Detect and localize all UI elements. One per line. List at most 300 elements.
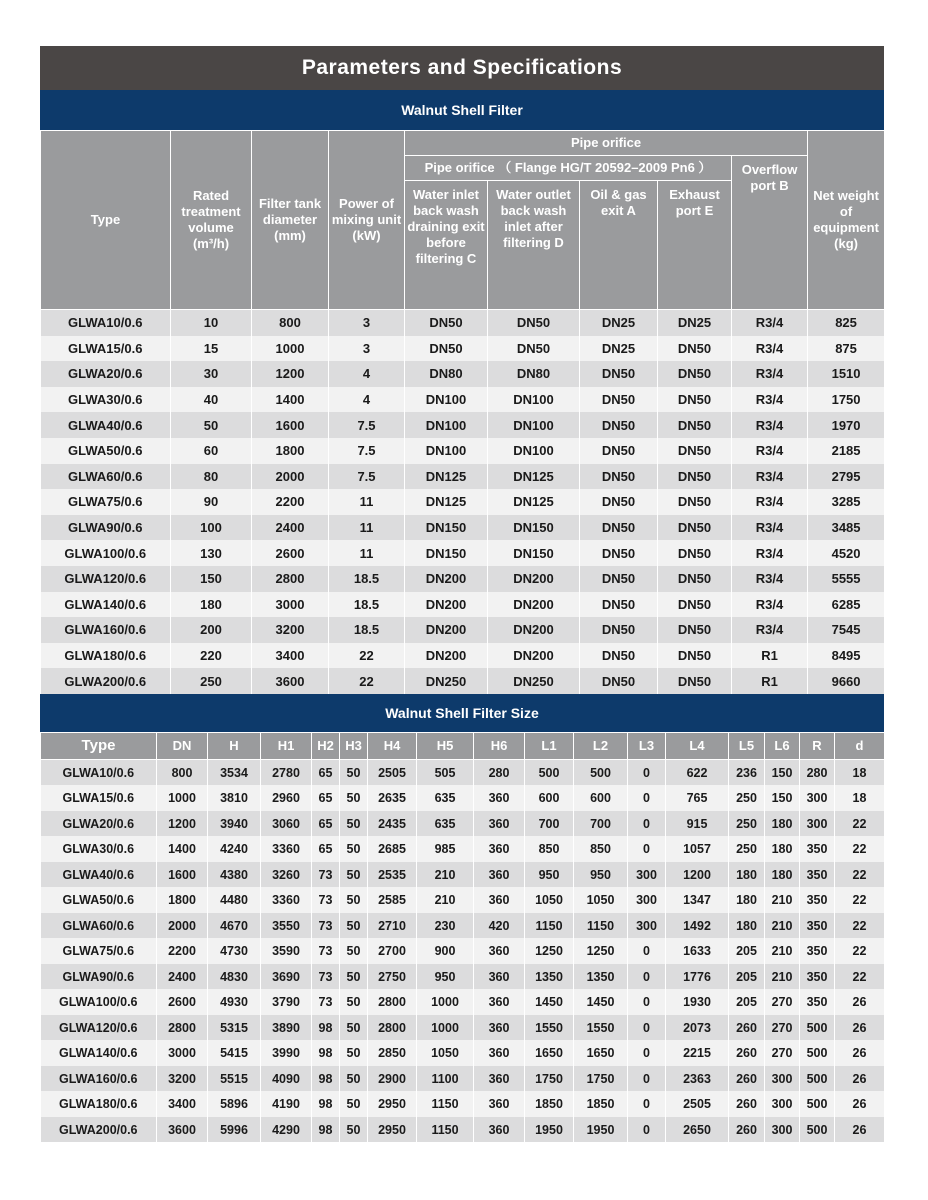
params-value-cell: 2795	[808, 464, 885, 490]
size-value-cell: 4670	[208, 913, 261, 939]
size-value-cell: 205	[729, 938, 765, 964]
params-value-cell: DN125	[488, 489, 580, 515]
params-value-cell: DN50	[580, 592, 658, 618]
size-value-cell: 360	[474, 1066, 525, 1092]
size-value-cell: 360	[474, 1040, 525, 1066]
size-value-cell: 2750	[368, 964, 417, 990]
size-value-cell: 180	[765, 862, 800, 888]
size-row	[41, 811, 885, 837]
size-value-cell: 350	[800, 862, 835, 888]
size-row	[41, 785, 885, 811]
size-value-cell: 360	[474, 938, 525, 964]
size-value-cell: 26	[835, 1066, 885, 1092]
size-model-cell: GLWA120/0.6	[41, 1015, 157, 1041]
size-value-cell: 1250	[525, 938, 574, 964]
size-value-cell: 2950	[368, 1091, 417, 1117]
col-header-pipe-flange: Pipe orifice （ Flange HG/T 20592–2009 Pn6 ）	[405, 156, 732, 181]
size-row	[41, 836, 885, 862]
col-header-exhaust-port: Exhaust port E	[658, 181, 732, 310]
size-value-cell: 1850	[574, 1091, 628, 1117]
size-value-cell: 73	[312, 964, 340, 990]
params-value-cell: 2000	[252, 464, 329, 490]
params-value-cell: 180	[171, 592, 252, 618]
size-value-cell: 250	[729, 785, 765, 811]
size-value-cell: 4090	[261, 1066, 312, 1092]
params-value-cell: DN125	[488, 464, 580, 490]
size-value-cell: 26	[835, 1015, 885, 1041]
params-value-cell: DN50	[580, 540, 658, 566]
params-value-cell: DN50	[580, 643, 658, 669]
size-value-cell: 150	[765, 785, 800, 811]
size-model-cell: GLWA10/0.6	[41, 759, 157, 785]
size-value-cell: 2000	[157, 913, 208, 939]
size-value-cell: 0	[628, 811, 666, 837]
size-value-cell: 18	[835, 785, 885, 811]
params-value-cell: R3/4	[732, 489, 808, 515]
params-row	[41, 540, 885, 566]
params-value-cell: 825	[808, 310, 885, 336]
params-model-cell: GLWA140/0.6	[41, 592, 171, 618]
params-value-cell: DN200	[488, 592, 580, 618]
size-value-cell: 4380	[208, 862, 261, 888]
size-value-cell: 3400	[157, 1091, 208, 1117]
size-value-cell: 300	[800, 811, 835, 837]
size-value-cell: 420	[474, 913, 525, 939]
params-row	[41, 617, 885, 643]
col-header-net-weight: Net weight of equipment (kg)	[808, 131, 885, 310]
params-value-cell: 11	[329, 540, 405, 566]
params-value-cell: 1970	[808, 412, 885, 438]
size-value-cell: 360	[474, 1117, 525, 1143]
size-value-cell: 2850	[368, 1040, 417, 1066]
params-value-cell: DN200	[405, 617, 488, 643]
size-model-cell: GLWA30/0.6	[41, 836, 157, 862]
size-value-cell: 3940	[208, 811, 261, 837]
params-row	[41, 643, 885, 669]
params-row	[41, 438, 885, 464]
size-value-cell: 1950	[574, 1117, 628, 1143]
size-value-cell: 22	[835, 913, 885, 939]
size-value-cell: 360	[474, 887, 525, 913]
params-value-cell: DN50	[658, 540, 732, 566]
params-value-cell: 3	[329, 310, 405, 336]
params-value-cell: DN50	[658, 464, 732, 490]
params-value-cell: 2200	[252, 489, 329, 515]
params-model-cell: GLWA180/0.6	[41, 643, 171, 669]
params-model-cell: GLWA30/0.6	[41, 387, 171, 413]
size-value-cell: 1850	[525, 1091, 574, 1117]
col-header-oil-gas-exit: Oil & gas exit A	[580, 181, 658, 310]
size-value-cell: 2200	[157, 938, 208, 964]
size-value-cell: 300	[765, 1066, 800, 1092]
size-value-cell: 350	[800, 938, 835, 964]
size-value-cell: 2505	[666, 1091, 729, 1117]
params-value-cell: DN50	[405, 336, 488, 362]
params-value-cell: DN150	[405, 540, 488, 566]
size-value-cell: 4730	[208, 938, 261, 964]
params-value-cell: R3/4	[732, 387, 808, 413]
size-value-cell: 350	[800, 989, 835, 1015]
params-value-cell: 7545	[808, 617, 885, 643]
params-row	[41, 592, 885, 618]
params-value-cell: DN50	[658, 412, 732, 438]
size-value-cell: 26	[835, 1040, 885, 1066]
size-value-cell: 4190	[261, 1091, 312, 1117]
size-value-cell: 2073	[666, 1015, 729, 1041]
params-value-cell: R1	[732, 643, 808, 669]
params-value-cell: 3600	[252, 668, 329, 694]
params-value-cell: R3/4	[732, 540, 808, 566]
params-row	[41, 489, 885, 515]
params-model-cell: GLWA15/0.6	[41, 336, 171, 362]
size-value-cell: 3550	[261, 913, 312, 939]
params-value-cell: 80	[171, 464, 252, 490]
size-value-cell: 2363	[666, 1066, 729, 1092]
params-value-cell: DN50	[658, 489, 732, 515]
size-value-cell: 260	[729, 1091, 765, 1117]
size-value-cell: 73	[312, 989, 340, 1015]
size-value-cell: 22	[835, 836, 885, 862]
size-value-cell: 4290	[261, 1117, 312, 1143]
section-title-filter: Walnut Shell Filter	[40, 90, 884, 130]
params-value-cell: 22	[329, 668, 405, 694]
size-value-cell: 26	[835, 1091, 885, 1117]
size-value-cell: 236	[729, 759, 765, 785]
params-value-cell: 1800	[252, 438, 329, 464]
params-value-cell: DN100	[405, 387, 488, 413]
size-value-cell: 1200	[157, 811, 208, 837]
params-value-cell: 60	[171, 438, 252, 464]
params-row	[41, 412, 885, 438]
params-value-cell: 30	[171, 361, 252, 387]
size-value-cell: 5415	[208, 1040, 261, 1066]
size-col-header-l1: L1	[525, 732, 574, 759]
params-value-cell: 800	[252, 310, 329, 336]
params-value-cell: DN50	[580, 361, 658, 387]
params-row	[41, 361, 885, 387]
params-value-cell: DN100	[405, 412, 488, 438]
size-value-cell: 350	[800, 964, 835, 990]
params-value-cell: 250	[171, 668, 252, 694]
params-value-cell: 130	[171, 540, 252, 566]
size-value-cell: 98	[312, 1040, 340, 1066]
size-value-cell: 360	[474, 862, 525, 888]
size-value-cell: 22	[835, 887, 885, 913]
params-value-cell: 1000	[252, 336, 329, 362]
size-value-cell: 180	[729, 887, 765, 913]
size-value-cell: 3060	[261, 811, 312, 837]
size-value-cell: 360	[474, 964, 525, 990]
size-value-cell: 180	[729, 913, 765, 939]
size-value-cell: 3360	[261, 836, 312, 862]
params-value-cell: R3/4	[732, 310, 808, 336]
params-value-cell: DN50	[580, 489, 658, 515]
size-value-cell: 1050	[525, 887, 574, 913]
size-row	[41, 913, 885, 939]
params-value-cell: 9660	[808, 668, 885, 694]
params-value-cell: 2400	[252, 515, 329, 541]
size-value-cell: 2400	[157, 964, 208, 990]
size-value-cell: 350	[800, 887, 835, 913]
size-value-cell: 0	[628, 1117, 666, 1143]
params-model-cell: GLWA40/0.6	[41, 412, 171, 438]
size-col-header-h6: H6	[474, 732, 525, 759]
params-value-cell: 18.5	[329, 566, 405, 592]
size-value-cell: 50	[340, 913, 368, 939]
params-model-cell: GLWA50/0.6	[41, 438, 171, 464]
size-value-cell: 2800	[157, 1015, 208, 1041]
size-value-cell: 210	[765, 964, 800, 990]
size-value-cell: 1100	[417, 1066, 474, 1092]
size-value-cell: 150	[765, 759, 800, 785]
size-value-cell: 3590	[261, 938, 312, 964]
size-value-cell: 210	[417, 862, 474, 888]
size-value-cell: 26	[835, 989, 885, 1015]
size-row	[41, 1091, 885, 1117]
params-value-cell: R3/4	[732, 412, 808, 438]
params-value-cell: DN50	[580, 387, 658, 413]
size-value-cell: 5896	[208, 1091, 261, 1117]
size-value-cell: 250	[729, 836, 765, 862]
size-row	[41, 887, 885, 913]
size-value-cell: 280	[474, 759, 525, 785]
params-value-cell: 2600	[252, 540, 329, 566]
size-col-header-d: d	[835, 732, 885, 759]
params-value-cell: DN150	[488, 540, 580, 566]
params-value-cell: DN100	[405, 438, 488, 464]
params-value-cell: R1	[732, 668, 808, 694]
filter-parameters-table	[40, 130, 885, 694]
params-row	[41, 515, 885, 541]
params-value-cell: DN50	[488, 336, 580, 362]
size-model-cell: GLWA40/0.6	[41, 862, 157, 888]
params-value-cell: DN25	[580, 310, 658, 336]
col-header-tank-diameter: Filter tank diameter (mm)	[252, 131, 329, 310]
size-value-cell: 0	[628, 785, 666, 811]
params-value-cell: DN50	[580, 464, 658, 490]
size-value-cell: 65	[312, 836, 340, 862]
params-value-cell: 1750	[808, 387, 885, 413]
size-value-cell: 900	[417, 938, 474, 964]
size-value-cell: 0	[628, 1066, 666, 1092]
params-value-cell: R3/4	[732, 361, 808, 387]
size-model-cell: GLWA50/0.6	[41, 887, 157, 913]
params-value-cell: 11	[329, 489, 405, 515]
params-value-cell: R3/4	[732, 617, 808, 643]
params-value-cell: DN50	[580, 515, 658, 541]
size-value-cell: 0	[628, 964, 666, 990]
params-value-cell: DN125	[405, 489, 488, 515]
params-value-cell: 875	[808, 336, 885, 362]
params-row	[41, 336, 885, 362]
size-value-cell: 2650	[666, 1117, 729, 1143]
size-value-cell: 360	[474, 989, 525, 1015]
size-value-cell: 280	[800, 759, 835, 785]
size-value-cell: 1800	[157, 887, 208, 913]
params-value-cell: DN250	[405, 668, 488, 694]
size-value-cell: 3260	[261, 862, 312, 888]
params-value-cell: DN125	[405, 464, 488, 490]
size-col-header-h3: H3	[340, 732, 368, 759]
params-value-cell: DN200	[405, 566, 488, 592]
size-value-cell: 0	[628, 1040, 666, 1066]
params-value-cell: DN50	[658, 336, 732, 362]
size-value-cell: 5515	[208, 1066, 261, 1092]
size-value-cell: 50	[340, 1117, 368, 1143]
size-value-cell: 2960	[261, 785, 312, 811]
size-value-cell: 635	[417, 785, 474, 811]
size-value-cell: 850	[525, 836, 574, 862]
params-value-cell: DN250	[488, 668, 580, 694]
size-value-cell: 2700	[368, 938, 417, 964]
size-value-cell: 2685	[368, 836, 417, 862]
size-value-cell: 500	[525, 759, 574, 785]
params-value-cell: 7.5	[329, 438, 405, 464]
size-value-cell: 50	[340, 1066, 368, 1092]
size-value-cell: 1450	[574, 989, 628, 1015]
size-value-cell: 2900	[368, 1066, 417, 1092]
size-value-cell: 1550	[525, 1015, 574, 1041]
size-value-cell: 300	[800, 785, 835, 811]
size-value-cell: 3790	[261, 989, 312, 1015]
col-header-water-outlet: Water outlet back wash inlet after filtering D	[488, 181, 580, 310]
size-value-cell: 500	[574, 759, 628, 785]
params-value-cell: DN50	[580, 668, 658, 694]
params-value-cell: DN150	[488, 515, 580, 541]
params-value-cell: DN50	[580, 566, 658, 592]
params-value-cell: DN50	[580, 438, 658, 464]
params-value-cell: DN50	[658, 515, 732, 541]
size-value-cell: 73	[312, 862, 340, 888]
size-col-header-h4: H4	[368, 732, 417, 759]
size-model-cell: GLWA20/0.6	[41, 811, 157, 837]
size-value-cell: 2635	[368, 785, 417, 811]
size-col-header-l2: L2	[574, 732, 628, 759]
size-value-cell: 600	[525, 785, 574, 811]
size-value-cell: 1400	[157, 836, 208, 862]
size-value-cell: 500	[800, 1066, 835, 1092]
params-value-cell: DN25	[658, 310, 732, 336]
params-value-cell: DN100	[488, 438, 580, 464]
size-value-cell: 50	[340, 811, 368, 837]
params-value-cell: R3/4	[732, 438, 808, 464]
size-value-cell: 2215	[666, 1040, 729, 1066]
params-value-cell: 100	[171, 515, 252, 541]
size-value-cell: 210	[765, 913, 800, 939]
size-value-cell: 1750	[525, 1066, 574, 1092]
params-value-cell: DN200	[488, 643, 580, 669]
size-value-cell: 73	[312, 913, 340, 939]
size-value-cell: 1776	[666, 964, 729, 990]
col-header-rated-volume: Rated treatment volume (m³/h)	[171, 131, 252, 310]
size-value-cell: 600	[574, 785, 628, 811]
params-value-cell: DN50	[658, 361, 732, 387]
size-model-cell: GLWA160/0.6	[41, 1066, 157, 1092]
size-model-cell: GLWA200/0.6	[41, 1117, 157, 1143]
params-value-cell: 4520	[808, 540, 885, 566]
size-value-cell: 700	[525, 811, 574, 837]
params-row	[41, 668, 885, 694]
size-row	[41, 1117, 885, 1143]
size-value-cell: 300	[765, 1091, 800, 1117]
params-value-cell: 3000	[252, 592, 329, 618]
params-model-cell: GLWA160/0.6	[41, 617, 171, 643]
size-value-cell: 180	[765, 836, 800, 862]
params-row	[41, 310, 885, 336]
col-header-pipe-orifice: Pipe orifice	[405, 131, 808, 156]
size-value-cell: 205	[729, 964, 765, 990]
size-value-cell: 1930	[666, 989, 729, 1015]
params-value-cell: DN80	[405, 361, 488, 387]
size-row	[41, 1015, 885, 1041]
size-value-cell: 1000	[157, 785, 208, 811]
size-col-header-l4: L4	[666, 732, 729, 759]
size-value-cell: 1057	[666, 836, 729, 862]
size-value-cell: 360	[474, 836, 525, 862]
params-value-cell: 2800	[252, 566, 329, 592]
size-value-cell: 1150	[574, 913, 628, 939]
size-value-cell: 850	[574, 836, 628, 862]
params-value-cell: 1600	[252, 412, 329, 438]
size-col-header-l3: L3	[628, 732, 666, 759]
size-value-cell: 50	[340, 964, 368, 990]
params-value-cell: DN50	[580, 617, 658, 643]
size-value-cell: 622	[666, 759, 729, 785]
size-value-cell: 4930	[208, 989, 261, 1015]
size-value-cell: 2950	[368, 1117, 417, 1143]
params-value-cell: DN50	[488, 310, 580, 336]
size-value-cell: 18	[835, 759, 885, 785]
size-value-cell: 500	[800, 1091, 835, 1117]
params-model-cell: GLWA200/0.6	[41, 668, 171, 694]
size-value-cell: 950	[574, 862, 628, 888]
size-value-cell: 3990	[261, 1040, 312, 1066]
params-value-cell: 50	[171, 412, 252, 438]
params-value-cell: 3200	[252, 617, 329, 643]
params-value-cell: 11	[329, 515, 405, 541]
size-value-cell: 1600	[157, 862, 208, 888]
params-value-cell: 40	[171, 387, 252, 413]
params-value-cell: 1200	[252, 361, 329, 387]
size-value-cell: 5996	[208, 1117, 261, 1143]
size-value-cell: 50	[340, 1040, 368, 1066]
params-value-cell: 3	[329, 336, 405, 362]
params-value-cell: DN50	[658, 643, 732, 669]
size-value-cell: 360	[474, 811, 525, 837]
params-value-cell: 5555	[808, 566, 885, 592]
size-value-cell: 1650	[574, 1040, 628, 1066]
params-value-cell: 18.5	[329, 617, 405, 643]
size-value-cell: 0	[628, 938, 666, 964]
params-value-cell: 2185	[808, 438, 885, 464]
size-row	[41, 938, 885, 964]
size-value-cell: 50	[340, 1015, 368, 1041]
size-value-cell: 98	[312, 1091, 340, 1117]
col-header-water-inlet: Water inlet back wash draining exit before filtering C	[405, 181, 488, 310]
params-value-cell: 220	[171, 643, 252, 669]
size-value-cell: 1050	[417, 1040, 474, 1066]
size-value-cell: 2780	[261, 759, 312, 785]
params-value-cell: 8495	[808, 643, 885, 669]
size-value-cell: 50	[340, 785, 368, 811]
params-value-cell: R3/4	[732, 464, 808, 490]
size-value-cell: 205	[729, 989, 765, 1015]
params-value-cell: R3/4	[732, 566, 808, 592]
params-value-cell: DN50	[658, 438, 732, 464]
size-value-cell: 50	[340, 759, 368, 785]
size-value-cell: 210	[417, 887, 474, 913]
size-value-cell: 1000	[417, 1015, 474, 1041]
